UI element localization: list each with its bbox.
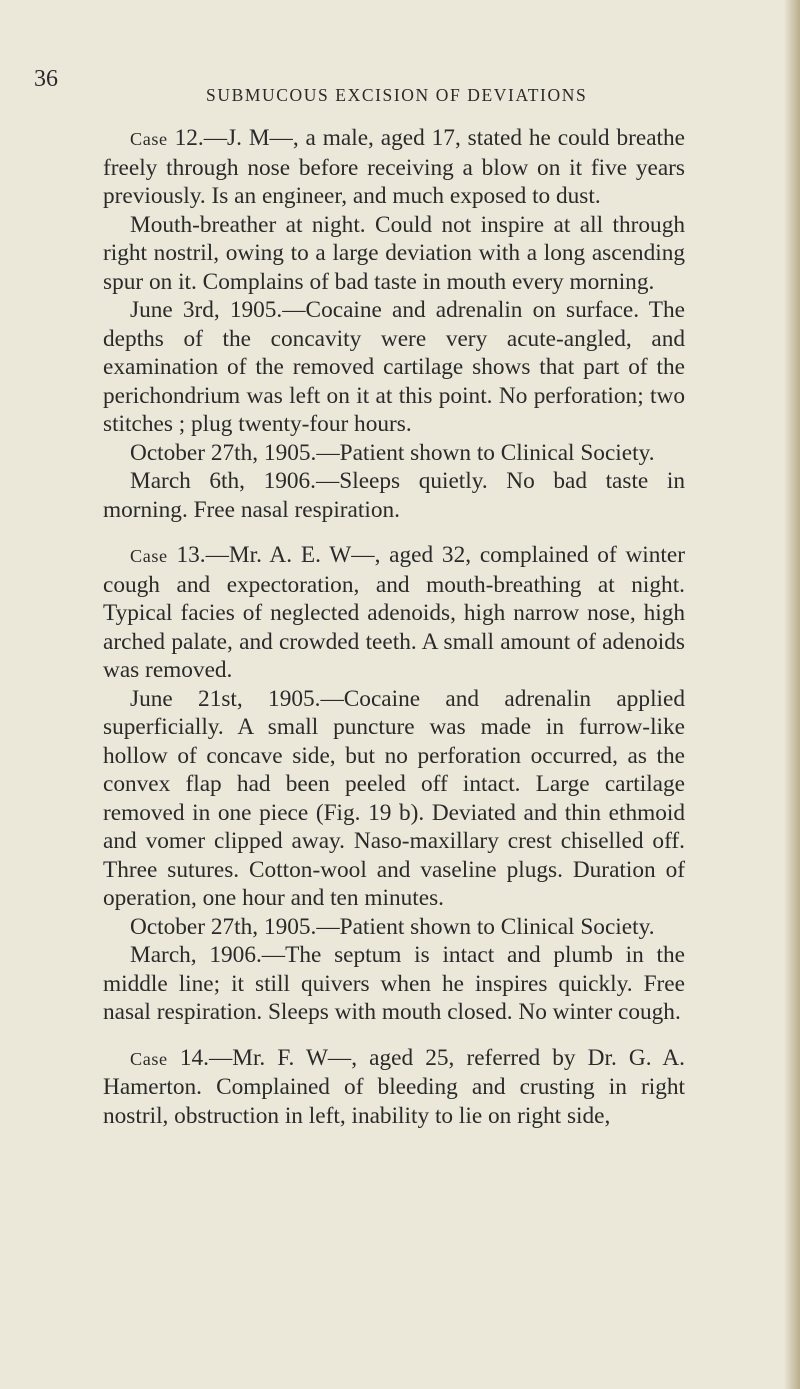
case-number: 14. [179, 1044, 209, 1071]
paragraph: June 3rd, 1905.—Cocaine and adrenalin on surface. The depths of the concavity were very acute-angled, and examination of the removed cartilage shows that part of the perichondrium was left on it at this point. No perforation; two stitches ; plug twenty-four hours. [103, 297, 685, 437]
case-13-intro [103, 541, 685, 685]
paragraph: Mouth-breather at night. Could not inspire at all through right nostril, owing to a large deviation with a long ascending spur on it. Complains of bad taste in mouth every morning. [103, 211, 685, 295]
case-number: 13. [176, 542, 206, 568]
case-number: 12. [174, 125, 204, 151]
paragraph: June 21st, 1905.—Cocaine and adrenalin applied superficially. A small puncture was made in furrow-like hollow of concave side, but no perforation occurred, as the convex flap had been peeled off intact. Large cartilage removed in one piece (Fig. 19 b). Deviated and thin ethmoid and vomer clipped away. Naso-maxillary crest chiselled off. Three sutures. Cotton-wool and vaseline plugs. Duration of operation, one hour and ten minutes. [103, 685, 685, 911]
running-title: SUBMUCOUS EXCISION OF DEVIATIONS [206, 85, 588, 105]
paragraph: March 6th, 1906.—Sleeps quietly. No bad taste in morning. Free nasal respiration. [103, 468, 685, 523]
case-12-intro [103, 124, 685, 211]
case-intro-text: —Mr. F. W—, aged 25, referred by Dr. G. A. Hamerton. Complained of bleeding and crusting in right nostril, obstruction in left, inability to lie on right side, [103, 1044, 685, 1129]
case-intro-text: —Mr. A. E. W—, aged 32, complained of winter cough and expectoration, and mouth-breathing at night. Typical facies of neglected adenoids, high narrow nose, high arched palate, and crowded teeth. A small amount of adenoids was removed. [103, 542, 686, 683]
paragraph: March, 1906.—The septum is intact and plumb in the middle line; it still quivers when he inspires quickly. Free nasal respiration. Sleeps with mouth closed. No winter cough. [103, 942, 685, 1025]
page-body [103, 124, 685, 1130]
page-number: 36 [34, 66, 58, 92]
case-label: Case [130, 1048, 168, 1069]
case-label: Case [130, 129, 168, 149]
case-14-intro [103, 1044, 685, 1131]
case-intro-text: —J. M—, a male, aged 17, stated he could breathe freely through nose before receiving a blow on it five years previously. Is an engineer, and much exposed to dust. [103, 125, 685, 209]
paragraph: October 27th, 1905.—Patient shown to Clinical Society. [130, 439, 655, 466]
page-edge-shadow [784, 0, 800, 1389]
paragraph: October 27th, 1905.—Patient shown to Clinical Society. [130, 913, 655, 940]
case-label: Case [130, 546, 168, 566]
